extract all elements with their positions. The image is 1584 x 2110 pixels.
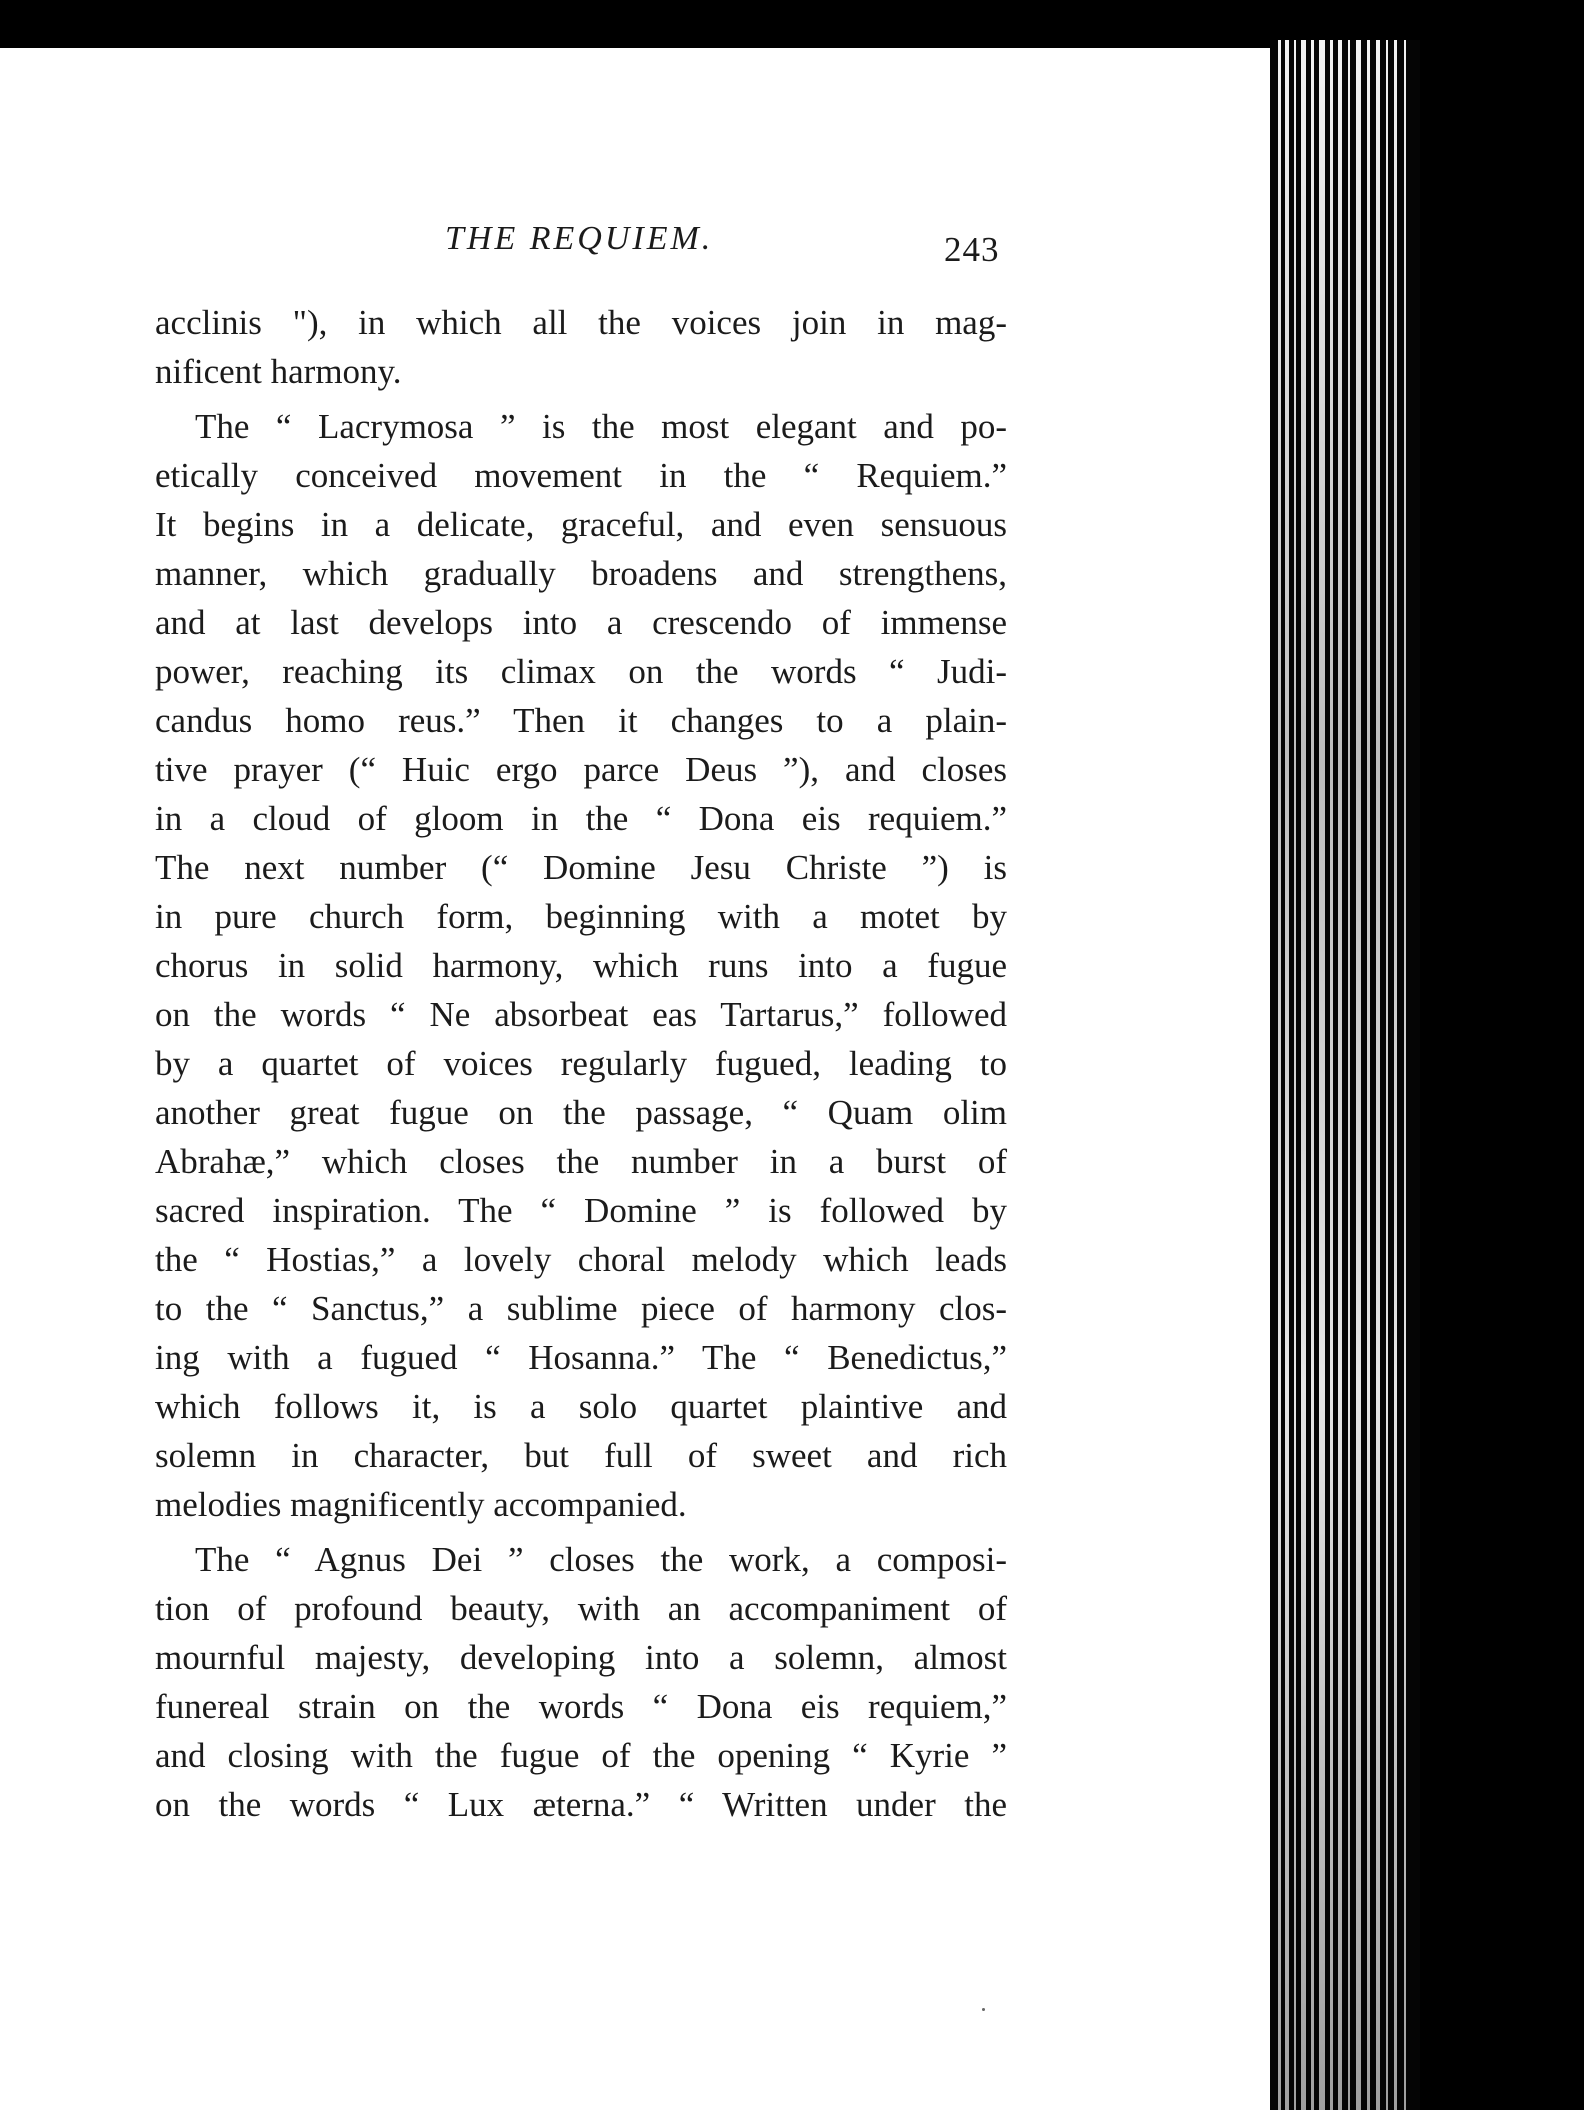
text-line: It begins in a delicate, graceful, and even sensuous <box>155 505 1007 544</box>
page-edge-leaf <box>1367 40 1370 2110</box>
text-line: ing with a fugued “ Hosanna.” The “ Benedictus,” <box>155 1338 1007 1377</box>
page-edge-leaf <box>1338 40 1342 2110</box>
text-line: tive prayer (“ Huic ergo parce Deus ”), and closes <box>155 750 1007 789</box>
text-line: funereal strain on the words “ Dona eis requiem,” <box>155 1687 1007 1726</box>
page-edge-leaf <box>1348 40 1350 2110</box>
page-edge-leaf <box>1301 40 1306 2110</box>
page-edge-leaf <box>1386 40 1388 2110</box>
text-line: The “ Agnus Dei ” closes the work, a composi- <box>195 1540 1007 1579</box>
text-line: sacred inspiration. The “ Domine ” is followed by <box>155 1191 1007 1230</box>
page-edge-leaf <box>1330 40 1333 2110</box>
text-line: melodies magnificently accompanied. <box>155 1485 687 1524</box>
page-edge-shadow <box>1420 40 1584 2110</box>
text-line: on the words “ Lux æterna.” “ Written under the <box>155 1785 1007 1824</box>
text-line: another great fugue on the passage, “ Quam olim <box>155 1093 1007 1132</box>
text-line: solemn in character, but full of sweet and rich <box>155 1436 1007 1475</box>
text-line: The next number (“ Domine Jesu Christe ”) is <box>155 848 1007 887</box>
body-text <box>155 298 1007 1829</box>
text-line: nificent harmony. <box>155 352 402 391</box>
text-line: chorus in solid harmony, which runs into a fugue <box>155 946 1007 985</box>
text-line: the “ Hostias,” a lovely choral melody which leads <box>155 1240 1007 1279</box>
page-edge-leaf <box>1294 40 1296 2110</box>
running-title: THE REQUIEM. <box>445 220 714 257</box>
page-edge-leaf <box>1404 40 1406 2110</box>
text-line: mournful majesty, developing into a solemn, almost <box>155 1638 1007 1677</box>
page-edge-leaf <box>1311 40 1314 2110</box>
page-number: 243 <box>944 230 1000 269</box>
page-edge-leaf <box>1356 40 1361 2110</box>
text-line: tion of profound beauty, with an accompaniment of <box>155 1589 1007 1628</box>
running-head <box>0 220 1584 280</box>
text-line: to the “ Sanctus,” a sublime piece of harmony clos- <box>155 1289 1007 1328</box>
page-edge-leaf <box>1319 40 1325 2110</box>
page-edge-leaf <box>1278 40 1281 2110</box>
text-line: The “ Lacrymosa ” is the most elegant and po- <box>195 407 1007 446</box>
text-line: which follows it, is a solo quartet plaintive and <box>155 1387 1007 1426</box>
text-line: etically conceived movement in the “ Requiem.” <box>155 456 1007 495</box>
page-edge-leaf <box>1285 40 1289 2110</box>
text-line: and at last develops into a crescendo of immense <box>155 603 1007 642</box>
page-edge-leaf <box>1376 40 1380 2110</box>
text-line: on the words “ Ne absorbeat eas Tartarus,” followed <box>155 995 1007 1034</box>
text-line: manner, which gradually broadens and strengthens, <box>155 554 1007 593</box>
text-line: in pure church form, beginning with a motet by <box>155 897 1007 936</box>
scan-speck <box>982 2008 985 2011</box>
book-page-edges <box>1270 40 1584 2110</box>
text-line: acclinis "), in which all the voices join in mag- <box>155 303 1007 342</box>
text-line: by a quartet of voices regularly fugued, leading to <box>155 1044 1007 1083</box>
text-line: and closing with the fugue of the opening “ Kyrie ” <box>155 1736 1007 1775</box>
text-line: Abrahæ,” which closes the number in a burst of <box>155 1142 1007 1181</box>
text-line: in a cloud of gloom in the “ Dona eis requiem.” <box>155 799 1007 838</box>
text-line: power, reaching its climax on the words “ Judi- <box>155 652 1007 691</box>
text-line: candus homo reus.” Then it changes to a plain- <box>155 701 1007 740</box>
page-edge-leaf <box>1394 40 1397 2110</box>
